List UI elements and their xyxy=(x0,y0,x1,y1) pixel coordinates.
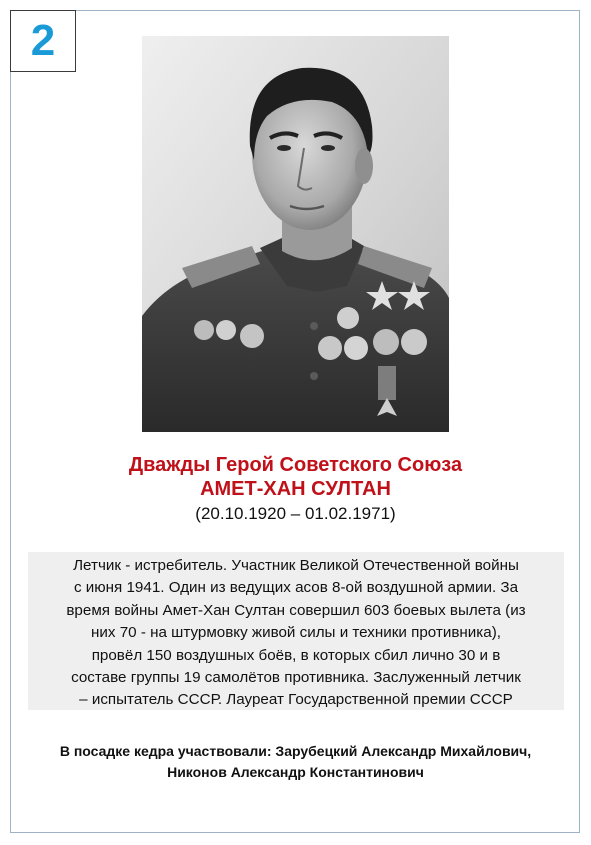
bio-line: время войны Амет-Хан Султан совершил 603 боевых вылета (из xyxy=(66,601,526,619)
bio-line: провёл 150 воздушных боёв, в которых сбил лично 30 и в xyxy=(91,646,501,664)
number-badge xyxy=(10,10,76,72)
planting-line: В посадке кедра участвовали: Зарубецкий Александр Михайлович, xyxy=(59,743,532,759)
planting-participants xyxy=(20,741,571,783)
honor-heading: Дважды Герой Советского Союза xyxy=(128,454,463,476)
bio-line: Летчик - истребитель. Участник Великой Отечественной войны xyxy=(73,557,519,574)
bio-line: них 70 - на штурмовку живой силы и техники противника), xyxy=(91,624,501,642)
portrait-photo xyxy=(142,36,449,432)
bio-line: составе группы 19 самолётов противника. Заслуженный летчик xyxy=(71,669,521,687)
bio-line: с июня 1941. Один из ведущих асов 8-ой воздушной армии. За xyxy=(73,579,519,597)
bio-line: – испытатель СССР. Лауреат Государственной премии СССР xyxy=(79,691,513,709)
portrait-image xyxy=(142,36,449,432)
planting-line: Никонов Александр Константинович xyxy=(167,764,424,780)
life-dates: (20.10.1920 – 01.02.1971) xyxy=(195,504,396,523)
title-block xyxy=(20,453,571,526)
person-name: АМЕТ-ХАН СУЛТАН xyxy=(200,478,391,500)
badge-number: 2 xyxy=(30,16,56,65)
biography-box xyxy=(28,552,564,710)
